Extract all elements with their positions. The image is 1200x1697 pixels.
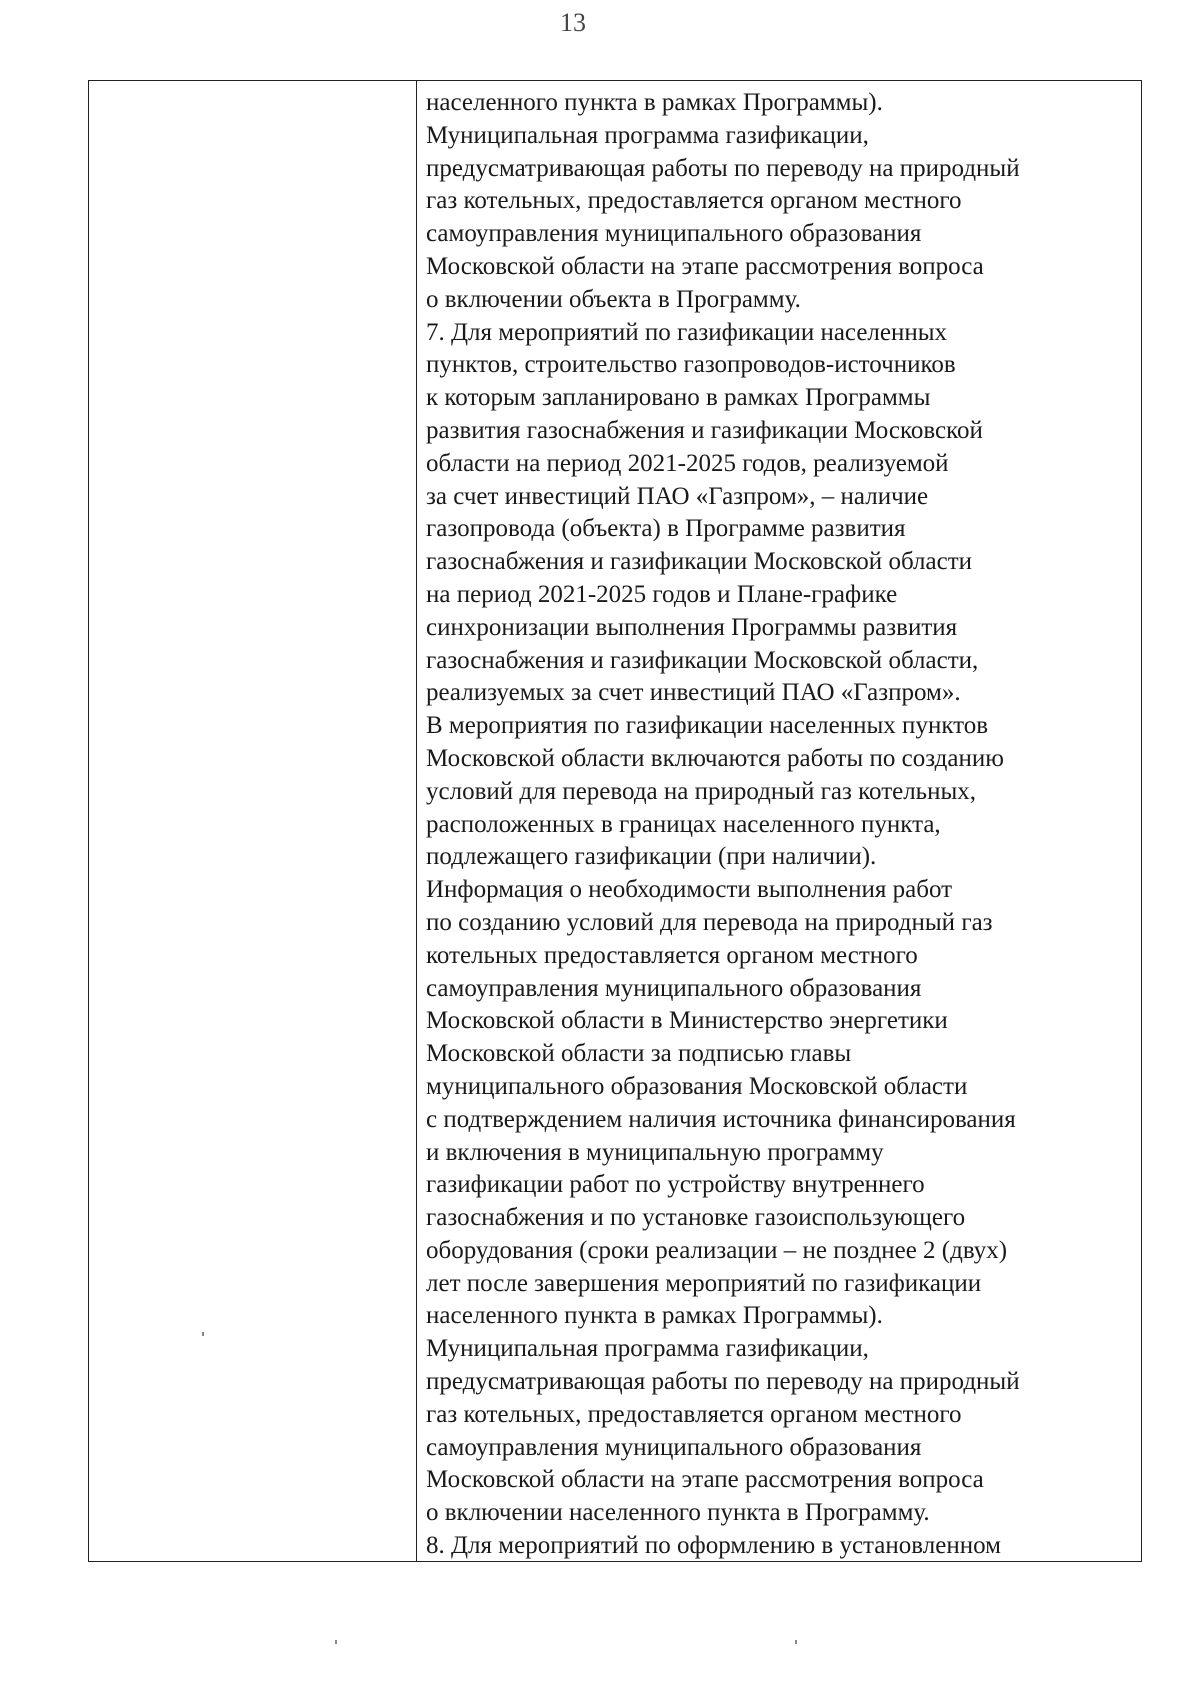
text-line: Московской области включаются работы по созданию — [426, 744, 1004, 772]
text-line: по созданию условий для перевода на природный газ — [426, 908, 993, 936]
text-line: условий для перевода на природный газ котельных, — [426, 777, 977, 805]
text-line: муниципального образования Московской области — [426, 1072, 968, 1100]
text-line: синхронизации выполнения Программы развития — [426, 613, 958, 641]
text-line: Московской области в Министерство энергетики — [426, 1007, 948, 1035]
text-line: о включении населенного пункта в Программу. — [426, 1499, 930, 1527]
text-line: лет после завершения мероприятий по газификации — [426, 1269, 982, 1297]
text-line: за счет инвестиций ПАО «Газпром», – наличие — [426, 482, 929, 510]
table-left-cell — [89, 81, 416, 1561]
text-line: с подтверждением наличия источника финансирования — [426, 1105, 1016, 1133]
text-line: Московской области на этапе рассмотрения вопроса — [426, 252, 984, 280]
text-line: пунктов, строительство газопроводов-источников — [426, 351, 956, 379]
table-right-cell — [426, 87, 1138, 1563]
text-line: В мероприятия по газификации населенных пунктов — [426, 712, 989, 740]
text-line: самоуправления муниципального образования — [426, 220, 922, 248]
scan-speck — [795, 1640, 797, 1644]
text-line: о включении объекта в Программу. — [426, 285, 801, 313]
text-line: газификации работ по устройству внутреннего — [426, 1171, 925, 1199]
text-line: на период 2021-2025 годов и Плане-графике — [426, 580, 898, 608]
text-line: газоснабжения и газификации Московской области, — [426, 646, 979, 674]
text-line: 7. Для мероприятий по газификации населенных — [426, 318, 948, 346]
text-line: газопровода (объекта) в Программе развития — [426, 515, 906, 543]
column-divider — [416, 81, 417, 1561]
text-line: предусматривающая работы по переводу на природный — [426, 1368, 1020, 1396]
text-line: и включения в муниципальную программу — [426, 1138, 884, 1166]
text-line: газ котельных, предоставляется органом местного — [426, 1400, 962, 1428]
text-line: 8. Для мероприятий по оформлению в установленном — [426, 1532, 1001, 1560]
text-line: Московской области на этапе рассмотрения вопроса — [426, 1466, 984, 1494]
text-line: к которым запланировано в рамках Программы — [426, 384, 931, 412]
text-line: населенного пункта в рамках Программы). — [426, 1302, 883, 1330]
text-line: котельных предоставляется органом местного — [426, 941, 918, 969]
text-line: самоуправления муниципального образования — [426, 1433, 922, 1461]
text-line: области на период 2021-2025 годов, реализуемой — [426, 449, 949, 477]
document-table — [88, 80, 1142, 1562]
text-line: Информация о необходимости выполнения работ — [426, 876, 953, 904]
text-line: газоснабжения и по установке газоиспользующего — [426, 1204, 966, 1232]
text-line: Муниципальная программа газификации, — [426, 121, 869, 149]
scan-speck — [335, 1640, 337, 1644]
text-line: газоснабжения и газификации Московской области — [426, 548, 973, 576]
text-line: населенного пункта в рамках Программы). — [426, 89, 883, 116]
page-number: 13 — [560, 8, 586, 37]
text-line: реализуемых за счет инвестиций ПАО «Газпром». — [426, 679, 961, 707]
text-line: Муниципальная программа газификации, — [426, 1335, 869, 1363]
scan-speck — [202, 1332, 204, 1336]
text-line: самоуправления муниципального образования — [426, 974, 922, 1002]
text-line: газ котельных, предоставляется органом местного — [426, 187, 962, 215]
text-line: Московской области за подписью главы — [426, 1040, 852, 1068]
text-line: оборудования (сроки реализации – не позднее 2 (двух) — [426, 1236, 1008, 1264]
text-line: предусматривающая работы по переводу на природный — [426, 154, 1020, 182]
text-line: расположенных в границах населенного пункта, — [426, 810, 941, 838]
text-line: развития газоснабжения и газификации Московской — [426, 416, 983, 444]
text-line: подлежащего газификации (при наличии). — [426, 843, 877, 871]
